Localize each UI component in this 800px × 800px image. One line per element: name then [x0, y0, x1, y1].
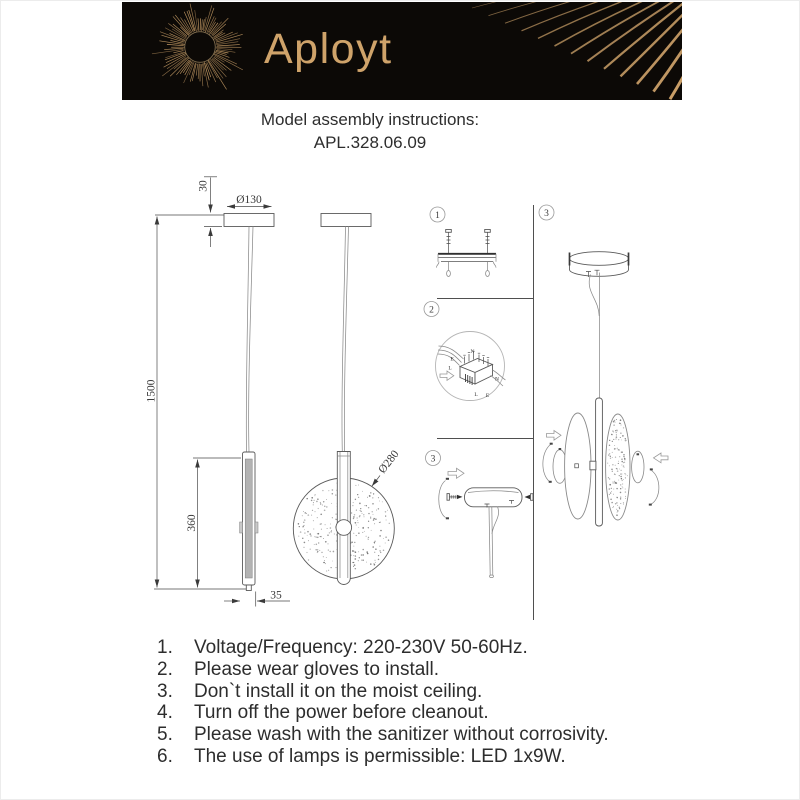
side-screw — [531, 494, 533, 501]
page-title: Model assembly instructions: — [260, 110, 480, 129]
step-3-canopy-diagram — [426, 451, 534, 578]
dim-canopy-height-label: 30 — [197, 180, 210, 192]
side-view-drawing — [146, 177, 291, 607]
canopy-3d — [570, 252, 629, 266]
note-number: 6. — [157, 745, 173, 767]
dim-body-width-label: 35 — [270, 589, 282, 602]
step-1-diagram — [430, 207, 496, 277]
step-1-badge: 1 — [435, 211, 440, 221]
push-arrow-icon — [448, 468, 464, 478]
wire-label-e: E — [450, 356, 454, 363]
note-number: 5. — [157, 724, 173, 746]
rod-3d — [596, 398, 603, 526]
rod-hub — [336, 520, 352, 536]
dim-shade-diameter-label: Ø280 — [376, 448, 402, 476]
step-3-badge: 3 — [430, 454, 436, 465]
dim-body-height-label: 360 — [186, 514, 198, 532]
note-number: 1. — [157, 637, 173, 658]
retainer-ring — [632, 451, 644, 483]
brand-banner — [122, 2, 682, 100]
brand-name: Aployt — [264, 25, 393, 73]
note-text: Turn off the power before cleanout. — [194, 702, 489, 724]
canopy-side-view — [224, 214, 274, 227]
title-block — [0, 108, 740, 154]
wire-label-l: L — [474, 392, 478, 398]
note-text: Please wash with the sanitizer without corrosivity. — [194, 724, 609, 746]
panel-dividers — [437, 205, 534, 620]
note-number: 3. — [157, 680, 173, 702]
wire-label-n: N — [470, 349, 475, 355]
textured-disc — [606, 414, 630, 520]
dim-canopy-diameter-label: Ø130 — [236, 194, 262, 206]
note-item — [157, 659, 609, 681]
note-number: 4. — [157, 702, 173, 724]
notes-list — [157, 637, 609, 768]
note-item — [157, 637, 609, 659]
wire-label-n: N — [495, 376, 499, 383]
canopy-front-view — [321, 214, 371, 227]
technical-drawing — [130, 170, 700, 635]
note-text: Don`t install it on the moist ceiling. — [194, 680, 483, 702]
side-screw — [447, 494, 449, 501]
center-rod — [337, 452, 350, 585]
step-2-badge: 2 — [429, 305, 434, 316]
note-item — [157, 746, 609, 768]
note-text: Please wear gloves to install. — [194, 658, 440, 680]
starburst-logo-icon — [140, 2, 260, 97]
note-number: 2. — [157, 658, 173, 680]
assemble-arrow-icon — [547, 431, 562, 441]
note-text: Voltage/Frequency: 220-230V 50-60Hz. — [194, 637, 528, 658]
dim-drop-label: 1500 — [145, 379, 158, 403]
note-item — [157, 702, 609, 724]
step-2-wiring-diagram — [424, 302, 506, 401]
note-item — [157, 724, 609, 746]
model-number: APL.328.06.09 — [313, 133, 427, 152]
step-3-exploded-view — [539, 205, 668, 526]
assemble-arrow-icon — [654, 453, 669, 463]
wire-label-e: E — [485, 393, 490, 399]
step-3-badge: 3 — [544, 209, 549, 219]
front-view-drawing — [293, 214, 401, 585]
note-item — [157, 681, 609, 703]
note-text: The use of lamps is permissible: LED 1x9W. — [194, 745, 566, 767]
wire-label-l: L — [448, 365, 452, 372]
